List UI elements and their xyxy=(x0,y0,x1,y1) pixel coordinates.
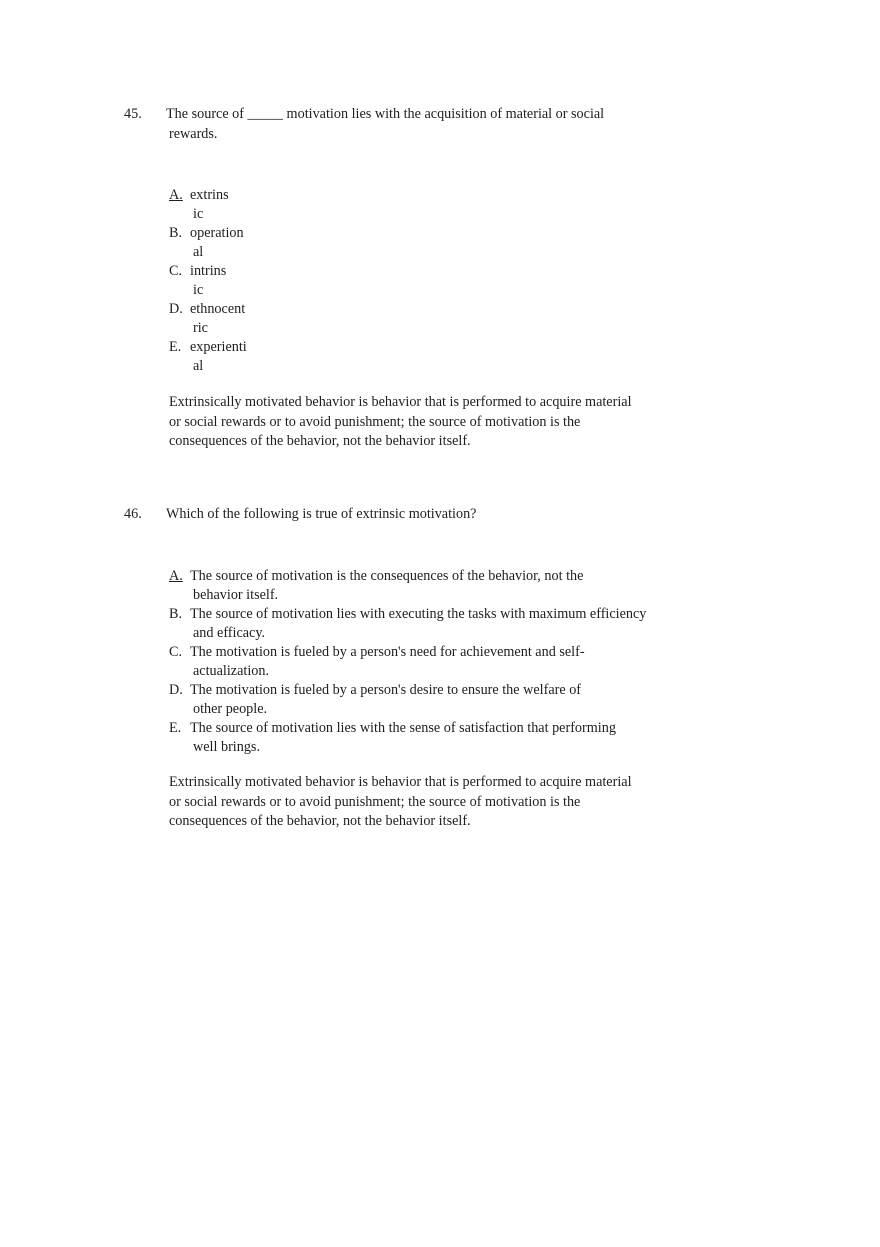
option-text-line: The source of motivation is the consequences of the behavior, not the xyxy=(190,568,584,584)
option-text-line: The source of motivation lies with executing the tasks with maximum efficiency xyxy=(190,606,647,622)
option-text-line: ethnocent xyxy=(190,301,246,317)
option-text-line: al xyxy=(193,244,204,260)
answer-option-d xyxy=(169,681,669,719)
option-text-line: ic xyxy=(193,282,204,298)
option-letter-correct: A. xyxy=(169,187,183,203)
answer-option-b xyxy=(169,605,669,643)
explanation-line: consequences of the behavior, not the behavior itself. xyxy=(169,433,471,449)
option-letter: D. xyxy=(169,301,183,317)
option-text-line: and efficacy. xyxy=(193,625,266,641)
option-text-line: ic xyxy=(193,206,204,222)
option-text-line: behavior itself. xyxy=(193,587,279,603)
answer-options xyxy=(169,567,669,757)
option-text-line: ric xyxy=(193,320,208,336)
answer-option-b xyxy=(169,224,669,262)
option-letter-correct: A. xyxy=(169,568,183,584)
explanation-line: or social rewards or to avoid punishment; the source of motivation is the xyxy=(169,793,581,810)
answer-explanation xyxy=(169,773,659,832)
answer-explanation xyxy=(169,393,659,452)
question-number: 46. xyxy=(124,506,142,522)
explanation-line: or social rewards or to avoid punishment; the source of motivation is the xyxy=(169,413,581,430)
option-text-line: extrins xyxy=(190,187,229,203)
option-text-line: al xyxy=(193,358,204,374)
question-stem-line: rewards. xyxy=(169,125,218,142)
answer-option-d xyxy=(169,300,669,338)
question-stem xyxy=(166,505,636,525)
option-text-line: The source of motivation lies with the sense of satisfaction that performing xyxy=(190,720,616,736)
answer-option-c xyxy=(169,643,669,681)
option-text-line: well brings. xyxy=(193,739,260,755)
option-text-line: The motivation is fueled by a person's desire to ensure the welfare of xyxy=(190,682,582,698)
option-text-line: experienti xyxy=(190,339,247,355)
question-stem-line: The source of _____ motivation lies with the acquisition of material or social xyxy=(166,106,605,122)
explanation-line: consequences of the behavior, not the behavior itself. xyxy=(169,813,471,829)
option-letter: B. xyxy=(169,225,183,241)
answer-options xyxy=(169,186,669,376)
option-text-line: operation xyxy=(190,225,244,241)
option-letter: B. xyxy=(169,606,183,622)
question-number: 45. xyxy=(124,106,142,122)
answer-option-a xyxy=(169,186,669,224)
answer-option-e xyxy=(169,338,669,376)
option-text-line: intrins xyxy=(190,263,227,279)
answer-option-e xyxy=(169,719,669,757)
question-stem-line: Which of the following is true of extrinsic motivation? xyxy=(166,506,477,522)
answer-option-a xyxy=(169,567,669,605)
option-letter: E. xyxy=(169,720,182,736)
option-text-line: other people. xyxy=(193,701,268,717)
option-text-line: actualization. xyxy=(193,663,270,679)
option-letter: C. xyxy=(169,263,183,279)
option-text-line: The motivation is fueled by a person's need for achievement and self- xyxy=(190,644,585,660)
option-letter: C. xyxy=(169,644,183,660)
option-letter: E. xyxy=(169,339,182,355)
question-stem xyxy=(166,105,636,144)
explanation-line: Extrinsically motivated behavior is behavior that is performed to acquire material xyxy=(169,774,632,790)
answer-option-c xyxy=(169,262,669,300)
option-letter: D. xyxy=(169,682,183,698)
explanation-line: Extrinsically motivated behavior is behavior that is performed to acquire material xyxy=(169,394,632,410)
